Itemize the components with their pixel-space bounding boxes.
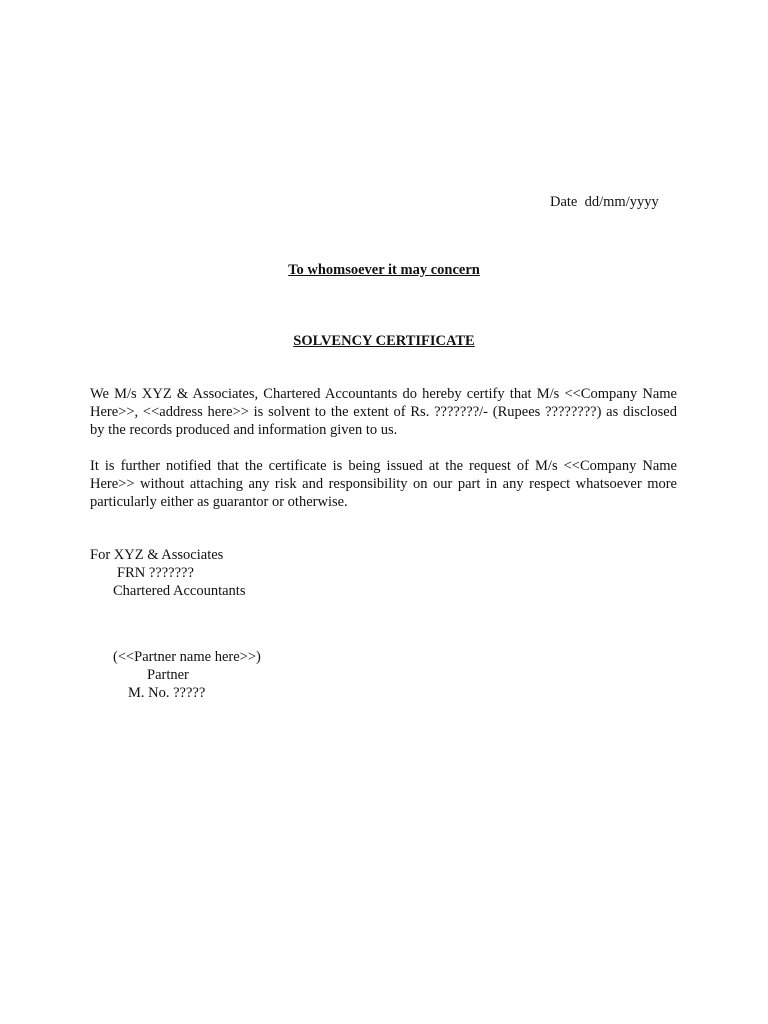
partner-name: (<<Partner name here>>) xyxy=(113,649,261,665)
partner-role: Partner xyxy=(147,667,189,683)
certificate-title: SOLVENCY CERTIFICATE xyxy=(293,333,475,349)
firm-for-line: For XYZ & Associates xyxy=(90,547,224,563)
salutation-heading: To whomsoever it may concern xyxy=(288,262,480,278)
certificate-date: Date dd/mm/yyyy xyxy=(550,194,659,210)
firm-designation: Chartered Accountants xyxy=(113,583,246,599)
body-paragraph-1: We M/s XYZ & Associates, Chartered Accountants do hereby certify that M/s <<Company Name Here>>, <<address here>> is solvent to the extent of Rs. ???????/- (Rupees ????????) as disclosed by the records produced and information given to us. xyxy=(90,386,677,438)
firm-frn: FRN ??????? xyxy=(117,565,194,581)
body-paragraph-2: It is further notified that the certificate is being issued at the request of M/s <<Company Name Here>> without attaching any risk and responsibility on our part in any respect whatsoever more particularly either as guarantor or otherwise. xyxy=(90,458,677,510)
membership-number: M. No. ????? xyxy=(128,685,206,701)
